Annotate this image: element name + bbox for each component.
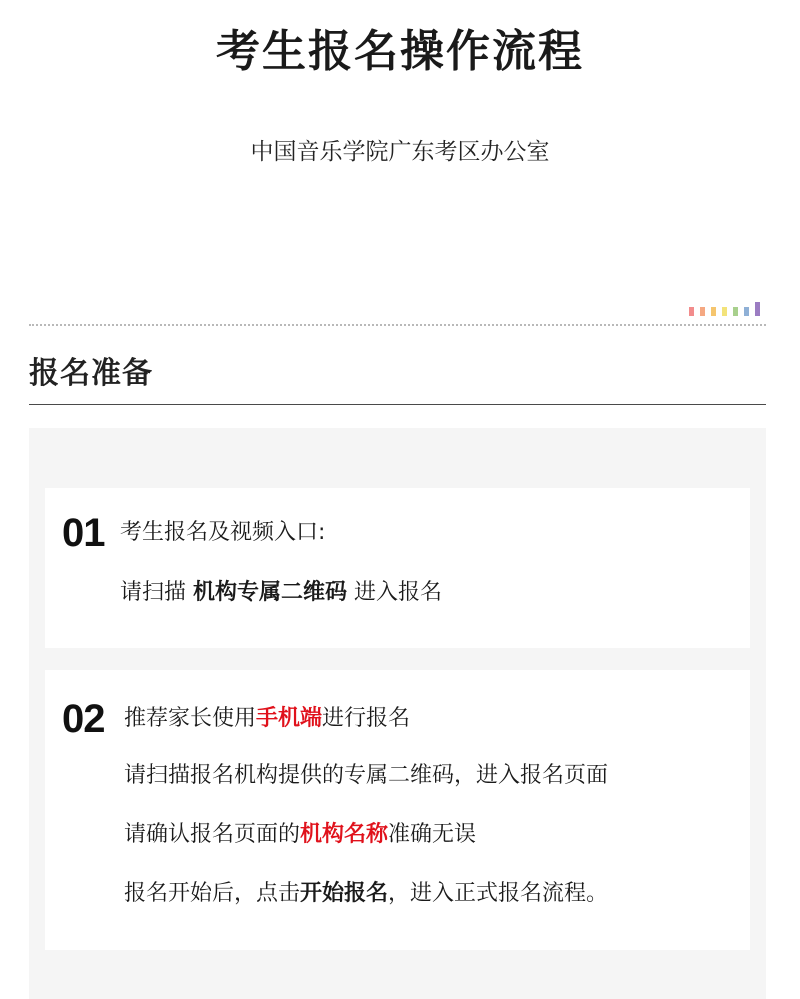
color-bar — [700, 307, 705, 316]
text-segment: 请确认报名页面的 — [124, 822, 301, 847]
step-instruction — [124, 820, 476, 850]
section-heading: 报名准备 — [29, 356, 153, 391]
step-card-1 — [45, 488, 750, 648]
text-segment: 报名开始后，点击 — [124, 881, 301, 906]
text-segment: 准确无误 — [388, 822, 477, 847]
step-instruction — [124, 879, 608, 909]
text-segment: 请扫描 — [120, 580, 193, 605]
page-title: 考生报名操作流程 — [216, 26, 584, 77]
color-bar — [744, 307, 749, 316]
color-bar — [755, 302, 760, 316]
color-bar — [722, 307, 727, 316]
color-bar — [689, 307, 694, 316]
text-segment: 进行报名 — [322, 706, 411, 731]
section-underline — [29, 404, 766, 405]
color-bar — [711, 307, 716, 316]
dotted-divider — [29, 324, 766, 326]
text-segment: 进入报名 — [347, 580, 443, 605]
step-number: 02 — [62, 697, 105, 741]
step-title — [124, 704, 410, 734]
text-segment: 推荐家长使用 — [124, 706, 257, 731]
qr-code-emphasis: 机构专属二维码 — [193, 580, 348, 605]
step-instruction: 请扫描报名机构提供的专属二维码，进入报名页面 — [124, 763, 609, 788]
page-subtitle: 中国音乐学院广东考区办公室 — [250, 139, 550, 165]
step-title: 考生报名及视频入口: — [120, 520, 326, 545]
step-number: 01 — [62, 511, 105, 555]
text-segment: ，进入正式报名流程。 — [388, 881, 609, 906]
start-registration-emphasis: 开始报名 — [300, 881, 389, 906]
institution-name-highlight: 机构名称 — [300, 822, 389, 847]
color-bar — [733, 307, 738, 316]
decorative-color-bars — [689, 302, 769, 316]
step-instruction — [120, 578, 442, 608]
mobile-highlight: 手机端 — [256, 706, 323, 731]
step-card-2 — [45, 670, 750, 950]
